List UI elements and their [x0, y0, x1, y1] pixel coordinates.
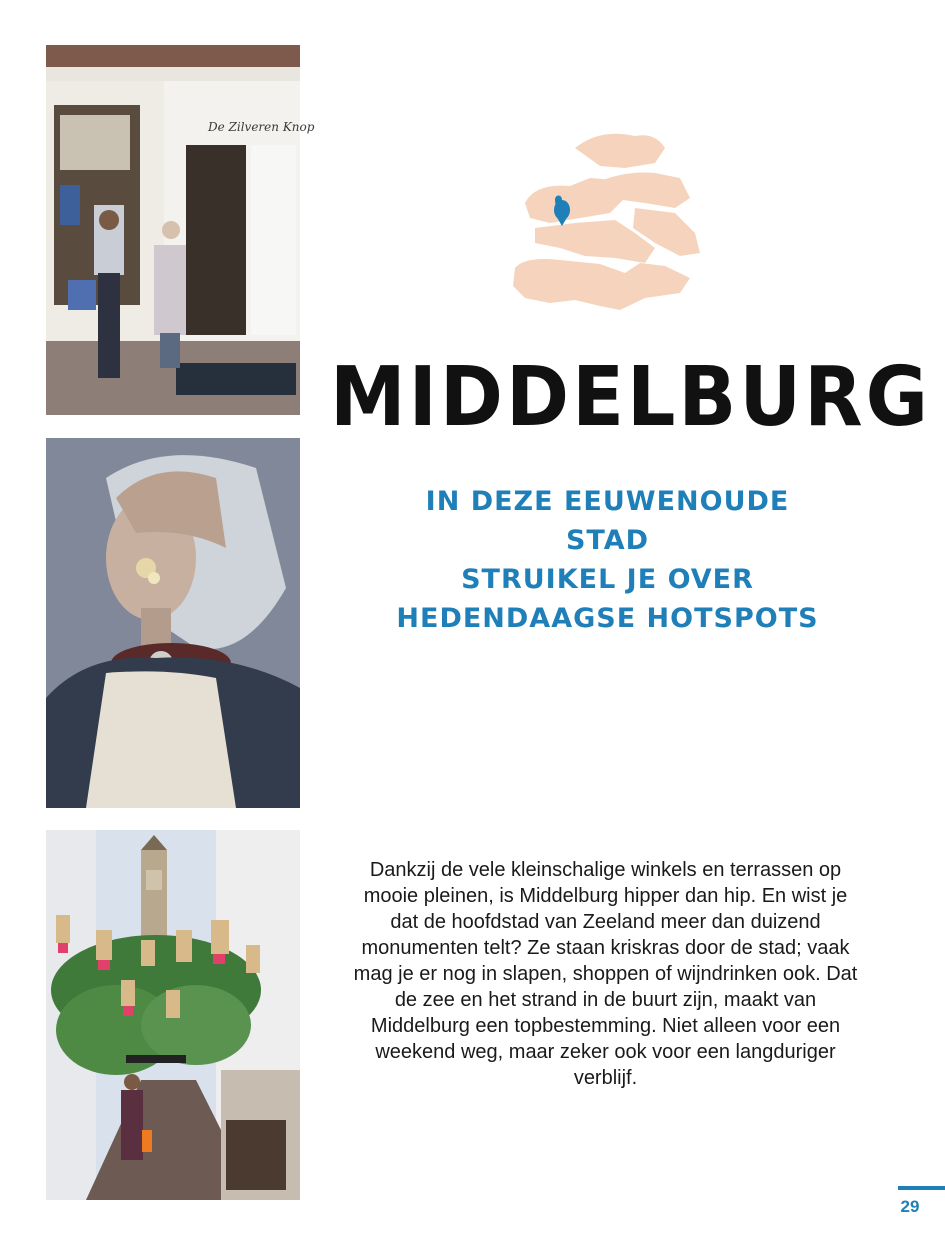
subtitle-line: STRUIKEL JE OVER — [461, 564, 754, 595]
zeeland-traditional-portrait-photo — [46, 438, 300, 808]
middelburg-street-lanterns-photo — [46, 830, 300, 1200]
page-number: 29 — [900, 1197, 920, 1216]
body-paragraph: Dankzij de vele kleinschalige winkels en terrassen op mooie pleinen, is Middelburg hipper dan hip. En wist je dat de hoofdstad van Zeeland meer dan duizend monumenten telt? Ze staan kriskras door de stad; vaak mag je er nog in slapen, shoppen of wijndrinken ook. Dat de zee en het strand in de buurt zijn, maakt van Middelburg een topbestemming. Niet alleen voor een weekend weg, maar zeker ook voor een langduriger verblijf. — [353, 859, 858, 1089]
shop-sign-text: De Zilveren Knop — [208, 120, 315, 134]
page-title: MIDDELBURG — [330, 348, 931, 445]
zeeland-map-icon — [505, 128, 710, 318]
subtitle-line: IN DEZE EEUWENOUDE STAD — [425, 486, 790, 556]
page-number-rule — [898, 1186, 945, 1190]
subtitle-line: HEDENDAAGSE HOTSPOTS — [396, 603, 819, 634]
subtitle — [380, 482, 835, 638]
shop-storefront-photo — [46, 45, 315, 415]
